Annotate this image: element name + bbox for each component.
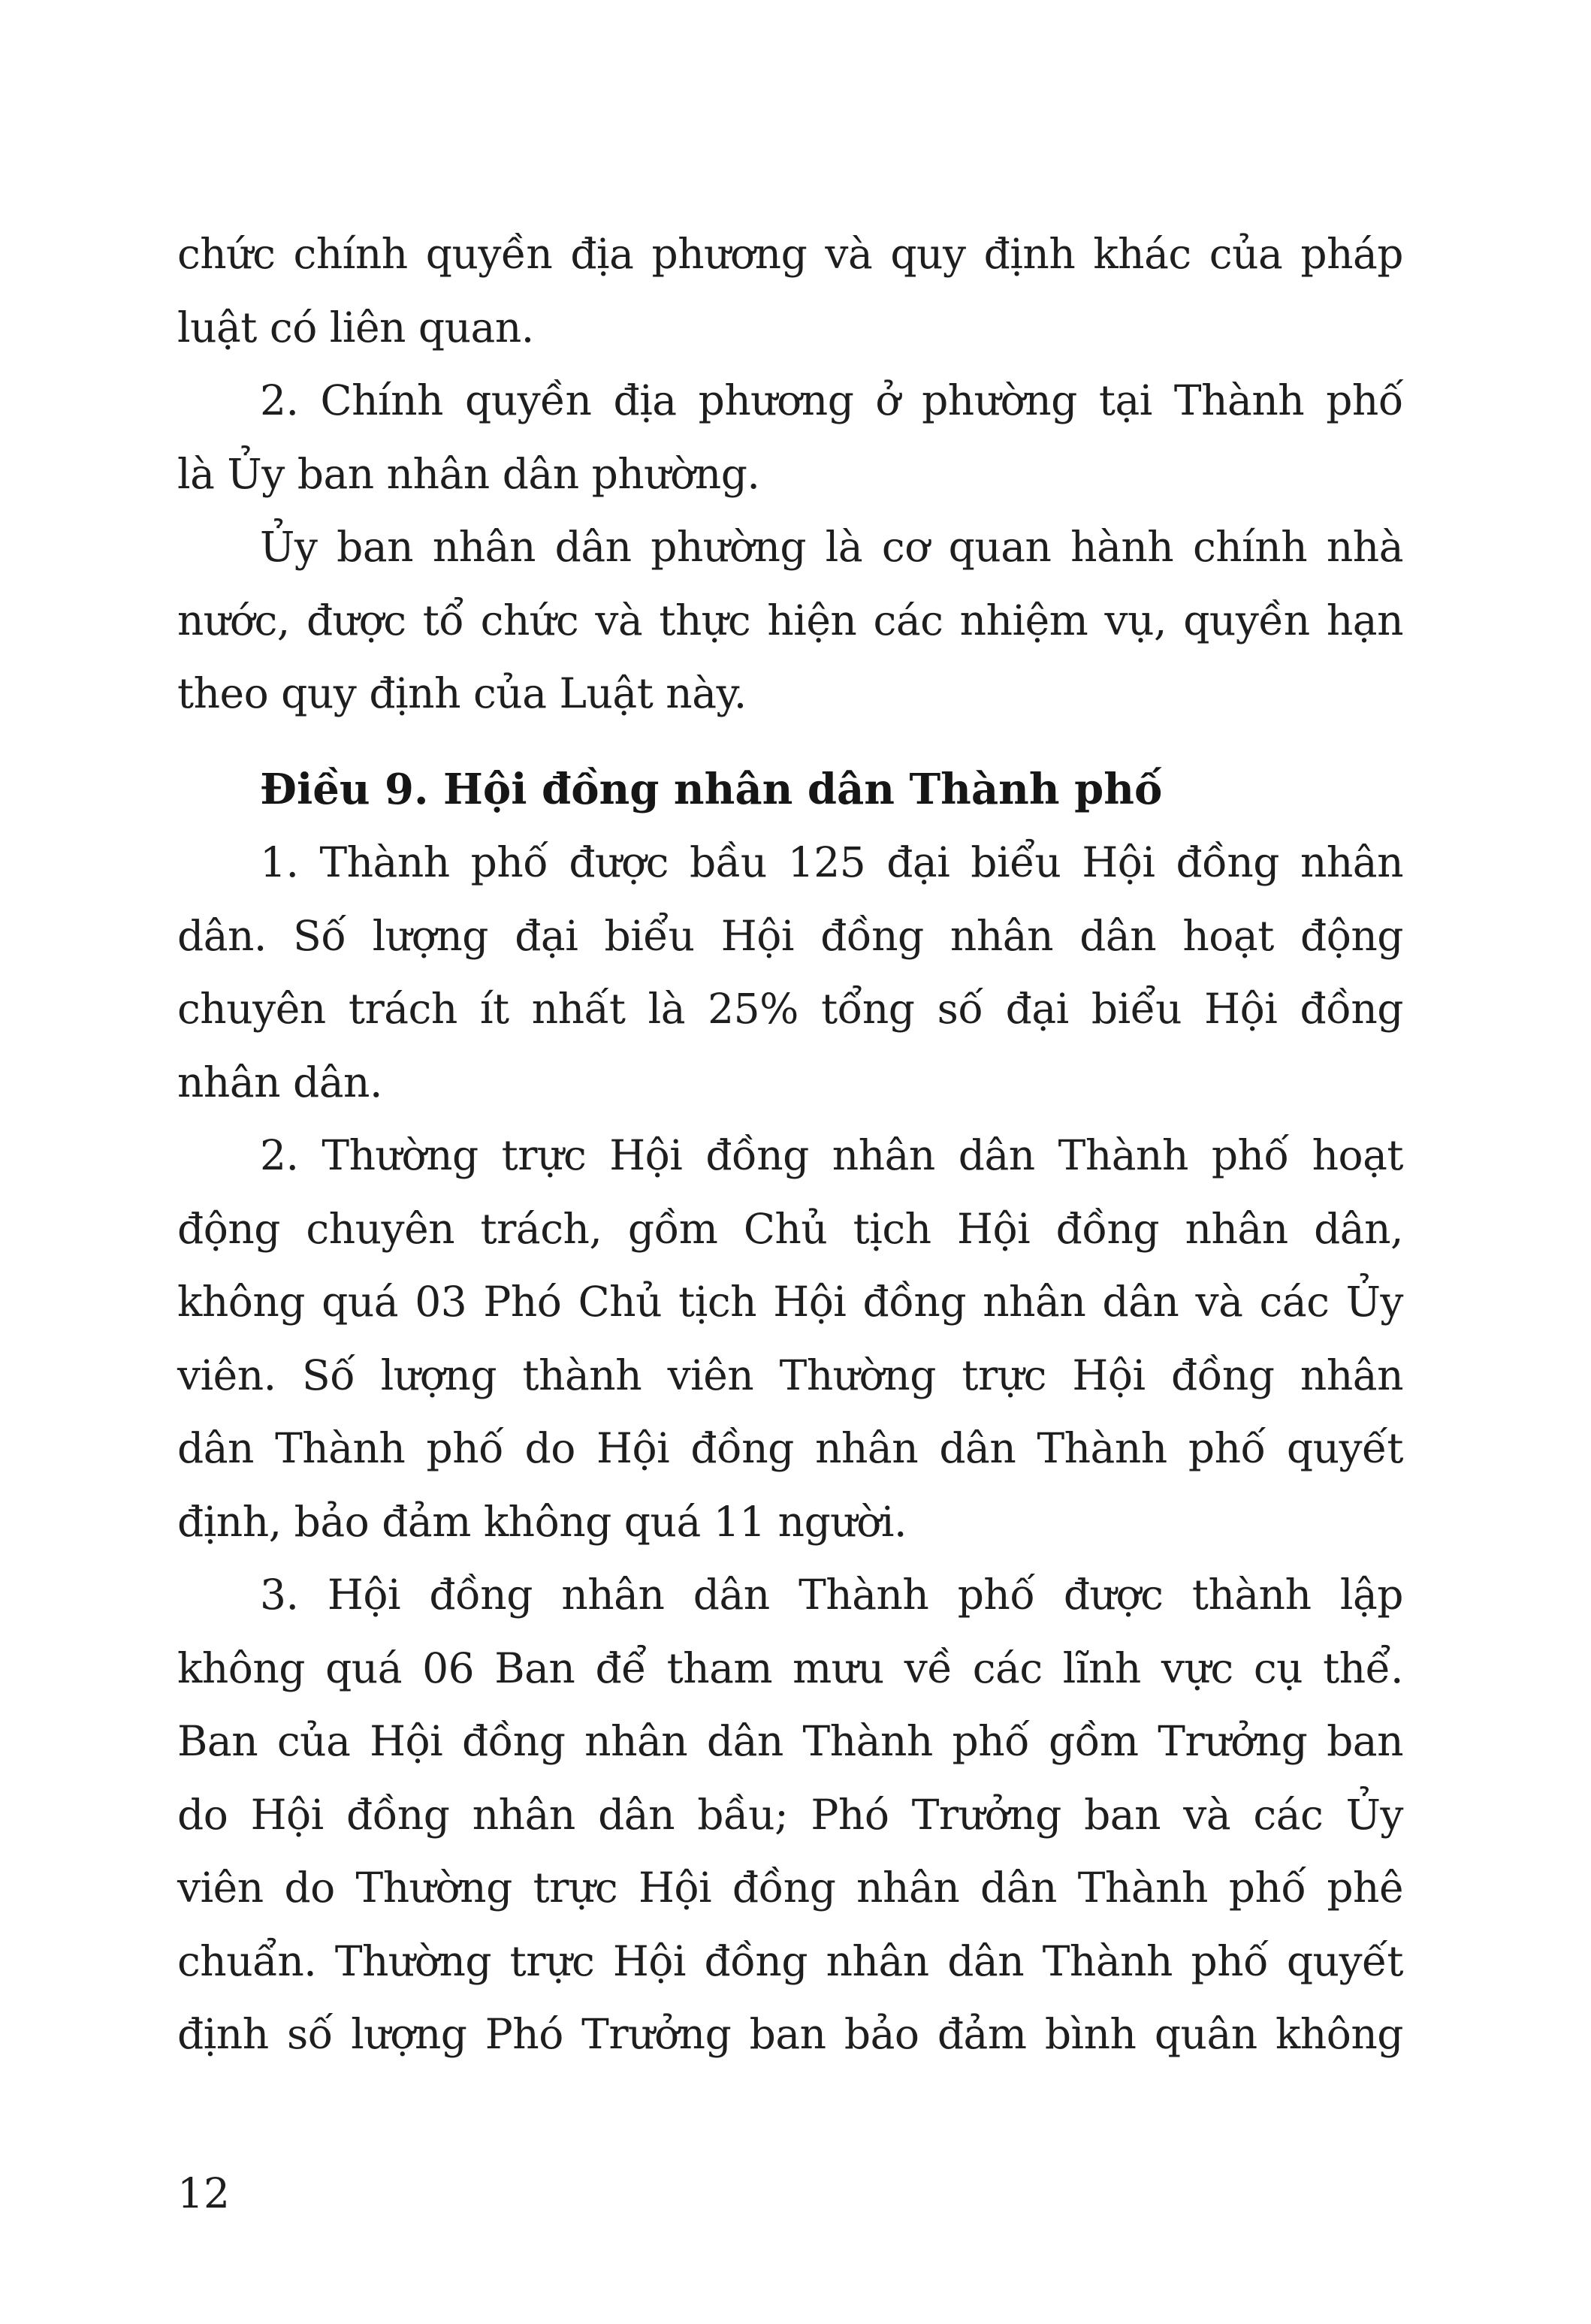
clause-2-local-government — [177, 364, 1403, 511]
text-line: động chuyên trách, gồm Chủ tịch Hội đồng nhân dân, — [177, 1204, 1403, 1253]
text-line: Ủy ban nhân dân phường là cơ quan hành chính nhà — [260, 523, 1403, 571]
text-line: nhân dân. — [177, 1058, 382, 1106]
text-line: dân Thành phố do Hội đồng nhân dân Thành phố quyết — [177, 1424, 1403, 1472]
text-line: viên do Thường trực Hội đồng nhân dân Thành phố phê — [177, 1864, 1403, 1912]
article-clause-1 — [177, 826, 1403, 1119]
article-clause-2 — [177, 1119, 1403, 1559]
text-line: không quá 03 Phó Chủ tịch Hội đồng nhân dân và các Ủy — [177, 1278, 1403, 1326]
text-line: Ban của Hội đồng nhân dân Thành phố gồm Trưởng ban — [177, 1717, 1403, 1765]
spacer — [177, 731, 1403, 753]
text-line: 2. Thường trực Hội đồng nhân dân Thành phố hoạt — [260, 1131, 1403, 1179]
article-clause-3 — [177, 1559, 1403, 2072]
text-line: 1. Thành phố được bầu 125 đại biểu Hội đồng nhân — [260, 838, 1403, 886]
text-line: theo quy định của Luật này. — [177, 669, 747, 717]
text-line: do Hội đồng nhân dân bầu; Phó Trưởng ban và các Ủy — [177, 1790, 1403, 1839]
page-number: 12 — [177, 2169, 230, 2217]
text-line: chuyên trách ít nhất là 25% tổng số đại biểu Hội đồng — [177, 985, 1403, 1033]
intro-paragraph — [177, 218, 1403, 364]
text-line: dân. Số lượng đại biểu Hội đồng nhân dân hoạt động — [177, 911, 1403, 960]
text-line: 2. Chính quyền địa phương ở phường tại Thành phố — [260, 376, 1403, 424]
text-line: là Ủy ban nhân dân phường. — [177, 449, 760, 498]
text-line: chức chính quyền địa phương và quy định khác của pháp — [177, 230, 1403, 278]
ubnd-paragraph — [177, 511, 1403, 731]
text-line: định, bảo đảm không quá 11 người. — [177, 1497, 907, 1546]
body-text — [177, 218, 1403, 2072]
text-line: không quá 06 Ban để tham mưu về các lĩnh vực cụ thể. — [177, 1643, 1403, 1692]
text-line: 3. Hội đồng nhân dân Thành phố được thành lập — [260, 1571, 1403, 1619]
text-line: định số lượng Phó Trưởng ban bảo đảm bình quân không — [177, 2010, 1403, 2058]
text-line: viên. Số lượng thành viên Thường trực Hội đồng nhân — [177, 1351, 1403, 1399]
text-line: chuẩn. Thường trực Hội đồng nhân dân Thành phố quyết — [177, 1936, 1403, 1985]
text-line: nước, được tổ chức và thực hiện các nhiệm vụ, quyền hạn — [177, 596, 1403, 644]
text-line: luật có liên quan. — [177, 303, 534, 352]
article-heading: Điều 9. Hội đồng nhân dân Thành phố — [260, 764, 1163, 814]
